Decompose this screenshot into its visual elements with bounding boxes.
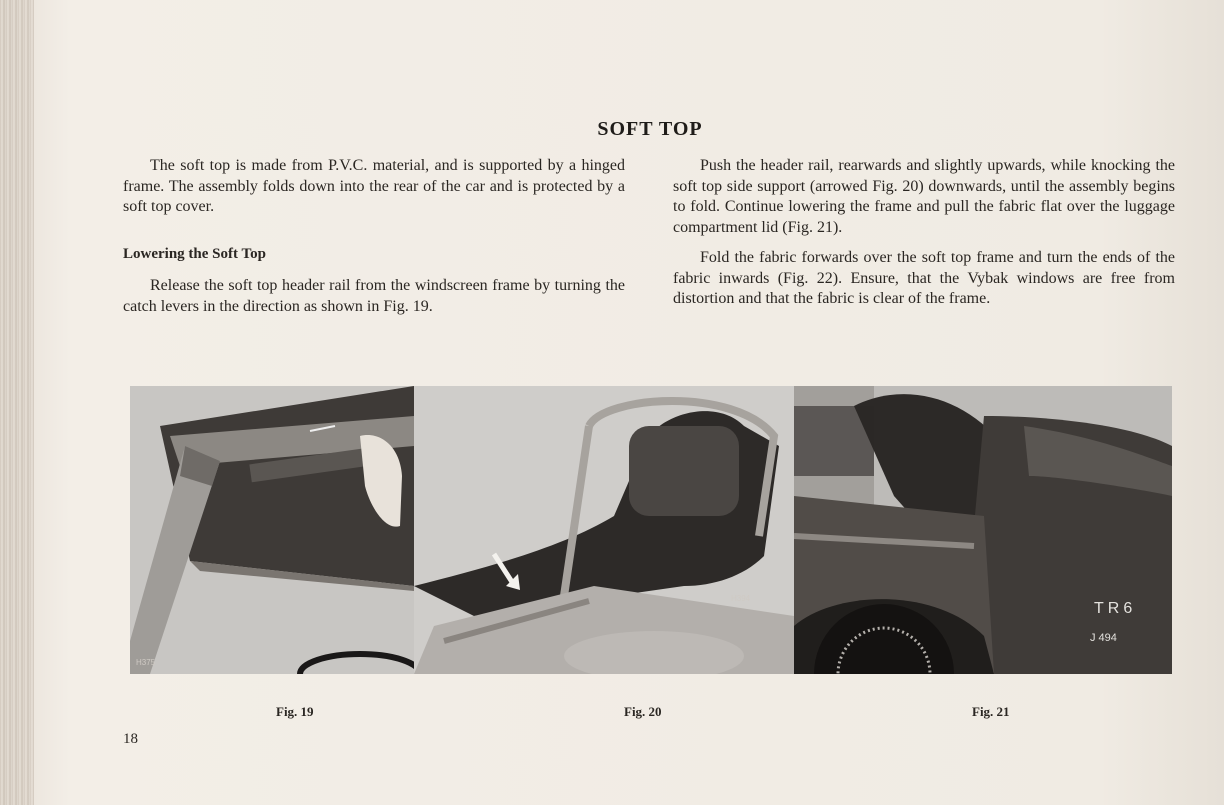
right-text-column	[673, 156, 1175, 320]
left-text-column	[123, 156, 625, 327]
registration-plate: J 494	[1090, 632, 1117, 644]
fig-20-photo-code: H394	[731, 594, 751, 603]
fig-21-caption: Fig. 21	[972, 704, 1010, 719]
step-paragraph: Release the soft top header rail from the windscreen frame by turning the catch levers in the direction as shown in Fig. 19.	[123, 277, 625, 315]
fig-19-photo-code: H375	[136, 658, 156, 667]
fig-20-photo	[414, 386, 794, 674]
fig-21-photo	[794, 386, 1172, 674]
section-subheading: Lowering the Soft Top	[123, 245, 266, 262]
fig-20-caption: Fig. 20	[624, 704, 662, 719]
page-number: 18	[123, 731, 138, 747]
fabric-paragraph: Fold the fabric forwards over the soft top frame and turn the ends of the fabric inwards (Fig. 22). Ensure, that the Vybak windows are free from distortion and that the fabric is clear of the frame.	[673, 249, 1175, 307]
figure-strip	[130, 386, 1172, 674]
fold-paragraph: Push the header rail, rearwards and slightly upwards, while knocking the soft top side support (arrowed Fig. 20) downwards, until the assembly begins to fold. Continue lowering the frame and pull the fabric flat over the luggage compartment lid (Fig. 21).	[673, 157, 1175, 236]
intro-paragraph: The soft top is made from P.V.C. material, and is supported by a hinged frame. The assembly folds down into the rear of the car and is protected by a soft top cover.	[123, 157, 625, 215]
fig-19-photo	[130, 386, 414, 674]
car-model-badge: TR6	[1094, 600, 1137, 617]
fig-19-caption: Fig. 19	[276, 704, 314, 719]
page-title: SOFT TOP	[597, 118, 703, 140]
